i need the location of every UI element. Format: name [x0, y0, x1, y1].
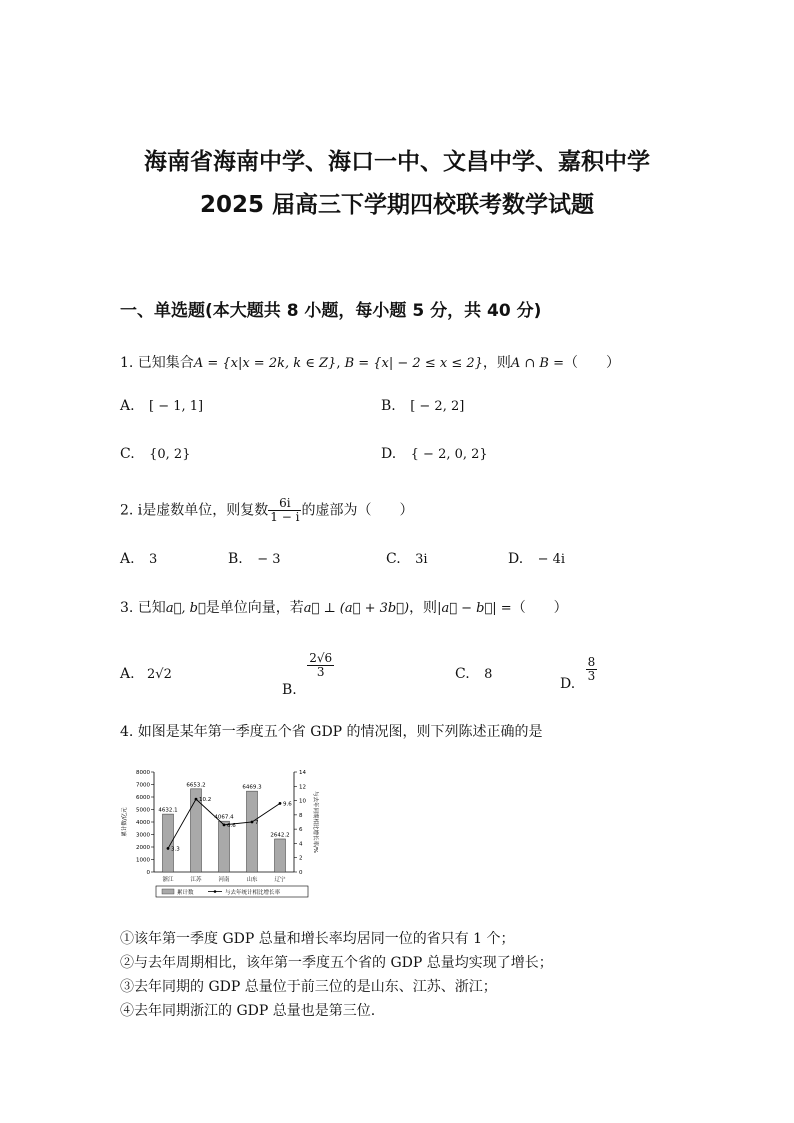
q1-prefix: 1. 已知集合	[120, 355, 194, 371]
q2-prefix: 2. i是虚数单位，则复数	[120, 502, 269, 519]
fraction-numerator: 2√6	[309, 651, 333, 665]
option-value: { − 2, 0, 2}	[410, 447, 488, 462]
y2-tick-label: 14	[299, 770, 306, 776]
q3-option-a	[120, 666, 172, 682]
option-label: B.	[282, 681, 297, 698]
y2-tick-label: 0	[299, 870, 303, 876]
q3-condition: a⃗ ⊥ (a⃗ + 3b⃗)	[303, 601, 410, 616]
y2-axis-title: 与去年同期相比增长率/%	[312, 790, 318, 854]
option-label: D.	[508, 551, 524, 567]
q2-option-d	[508, 551, 565, 567]
bar-data-label: 4632.1	[158, 807, 178, 814]
option-label: A.	[120, 551, 135, 567]
y-axis-title: 累计数/亿元	[122, 807, 128, 837]
y-tick-label: 8000	[136, 770, 150, 776]
x-tick-label: 河南	[218, 877, 230, 883]
option-label: D.	[560, 675, 576, 692]
growth-rate-label: 7	[255, 820, 259, 826]
x-tick-label: 浙江	[162, 877, 174, 883]
growth-rate-point	[279, 802, 282, 805]
statement-2: ②与去年周期相比，该年第一季度五个省的 GDP 总量均实现了增长；	[120, 955, 553, 971]
growth-rate-label: 6.6	[227, 822, 236, 829]
bar-data-label: 4067.4	[214, 814, 234, 821]
statement-4: ④去年同期浙江的 GDP 总量也是第三位.	[120, 1003, 376, 1019]
q3-option-d	[560, 655, 597, 692]
gdp-chart	[116, 760, 326, 905]
y-tick-label: 4000	[136, 820, 150, 826]
q3-mid2: ，则	[409, 600, 438, 616]
option-value: {0, 2}	[149, 447, 191, 462]
growth-rate-point	[167, 847, 170, 850]
option-value: − 4i	[537, 552, 566, 567]
q1-option-c	[120, 446, 190, 462]
bar	[247, 791, 258, 872]
q1-suffix: ，则	[482, 355, 511, 371]
option-value: − 3	[257, 552, 281, 567]
page-title: 海南省海南中学、海口一中、文昌中学、嘉积中学	[144, 149, 650, 175]
q1-option-a	[120, 398, 203, 414]
option-label: C.	[386, 551, 401, 567]
y2-tick-label: 8	[299, 812, 303, 819]
q3-mid: 是单位向量，若	[205, 600, 304, 616]
growth-rate-point	[195, 798, 198, 801]
q2-fraction	[268, 497, 301, 524]
growth-rate-label: 10.2	[199, 797, 212, 804]
option-value: [ − 1, 1]	[149, 399, 204, 414]
growth-rate-label: 3.3	[171, 846, 180, 853]
legend-line-label: 与去年统计相比增长率	[225, 890, 281, 896]
legend-line-marker	[214, 890, 217, 893]
q2-option-a	[120, 551, 157, 567]
q3-option-c	[455, 666, 492, 682]
option-label: D.	[381, 446, 397, 462]
statement-3: ③去年同期的 GDP 总量位于前三位的是山东、江苏、浙江；	[120, 979, 497, 995]
bar-data-label: 6653.2	[186, 782, 206, 789]
option-label: B.	[381, 398, 396, 414]
q1-set-a: A = {x|x = 2k, k ∈ Z}	[193, 356, 337, 371]
legend-bar-label: 累计数	[177, 890, 194, 896]
fraction-denominator: 3	[587, 669, 596, 683]
y2-tick-label: 4	[299, 841, 303, 848]
x-tick-label: 辽宁	[274, 877, 286, 883]
bar-data-label: 2642.2	[270, 832, 290, 839]
y-tick-label: 6000	[136, 795, 150, 801]
statement-1: ①该年第一季度 GDP 总量和增长率均居同一位的省只有 1 个；	[120, 931, 515, 947]
fraction-numerator: 8	[587, 655, 596, 669]
q3-expr: |a⃗ − b⃗| =	[437, 601, 512, 616]
q2-suffix: 的虚部为（ ）	[301, 502, 414, 519]
option-fraction	[307, 652, 334, 679]
option-label: A.	[120, 398, 135, 414]
y2-tick-label: 10	[299, 798, 306, 805]
option-value: [ − 2, 2]	[410, 399, 465, 414]
option-label: C.	[455, 666, 470, 682]
section-heading: 一、单选题(本大题共 8 小题，每小题 5 分，共 40 分)	[120, 301, 542, 321]
q3-prefix: 3. 已知	[120, 600, 166, 616]
question-2	[120, 497, 413, 524]
y2-tick-label: 2	[299, 855, 303, 862]
growth-rate-point	[251, 821, 254, 824]
fraction-numerator: 6i	[268, 497, 301, 511]
question-1	[120, 352, 620, 372]
option-value: 8	[484, 667, 493, 682]
q1-sep: ,	[336, 356, 345, 371]
growth-rate-label: 9.6	[283, 801, 292, 808]
q3-vectors: a⃗, b⃗	[165, 601, 206, 616]
bar	[163, 814, 174, 872]
y-tick-label: 5000	[136, 807, 150, 814]
y2-tick-label: 12	[299, 784, 306, 791]
fraction-denominator: 3	[316, 665, 325, 679]
q2-option-b	[228, 551, 281, 567]
option-value: 3	[149, 552, 158, 567]
y-tick-label: 2000	[136, 845, 150, 851]
x-tick-label: 江苏	[190, 877, 202, 883]
y-tick-label: 3000	[136, 832, 150, 839]
option-fraction	[586, 656, 598, 683]
option-label: C.	[120, 446, 135, 462]
q1-paren: （ ）	[564, 355, 621, 371]
q3-paren: （ ）	[511, 600, 568, 616]
q1-expr: A ∩ B =	[510, 356, 565, 371]
q3-option-b	[282, 651, 334, 698]
q1-set-b: B = {x| − 2 ≤ x ≤ 2}	[344, 356, 483, 371]
y2-tick-label: 6	[299, 827, 303, 834]
q1-option-b	[381, 398, 464, 414]
option-value: 2√2	[147, 667, 172, 682]
growth-rate-point	[223, 823, 226, 826]
y-tick-label: 1000	[136, 857, 150, 864]
page-subtitle: 2025 届高三下学期四校联考数学试题	[199, 192, 595, 218]
q2-option-c	[386, 551, 428, 567]
option-label: B.	[228, 551, 243, 567]
fraction-denominator: 1 − i	[270, 510, 300, 524]
question-4: 4. 如图是某年第一季度五个省 GDP 的情况图，则下列陈述正确的是	[120, 724, 543, 740]
y-tick-label: 7000	[136, 782, 150, 789]
legend-bar-swatch	[162, 889, 174, 894]
option-value: 3i	[415, 552, 428, 567]
bar	[275, 839, 286, 872]
x-tick-label: 山东	[246, 877, 258, 883]
bar-data-label: 6469.3	[242, 784, 262, 791]
q1-option-d	[381, 446, 488, 462]
question-3	[120, 597, 568, 617]
y-tick-label: 0	[146, 870, 150, 876]
option-label: A.	[120, 666, 135, 682]
